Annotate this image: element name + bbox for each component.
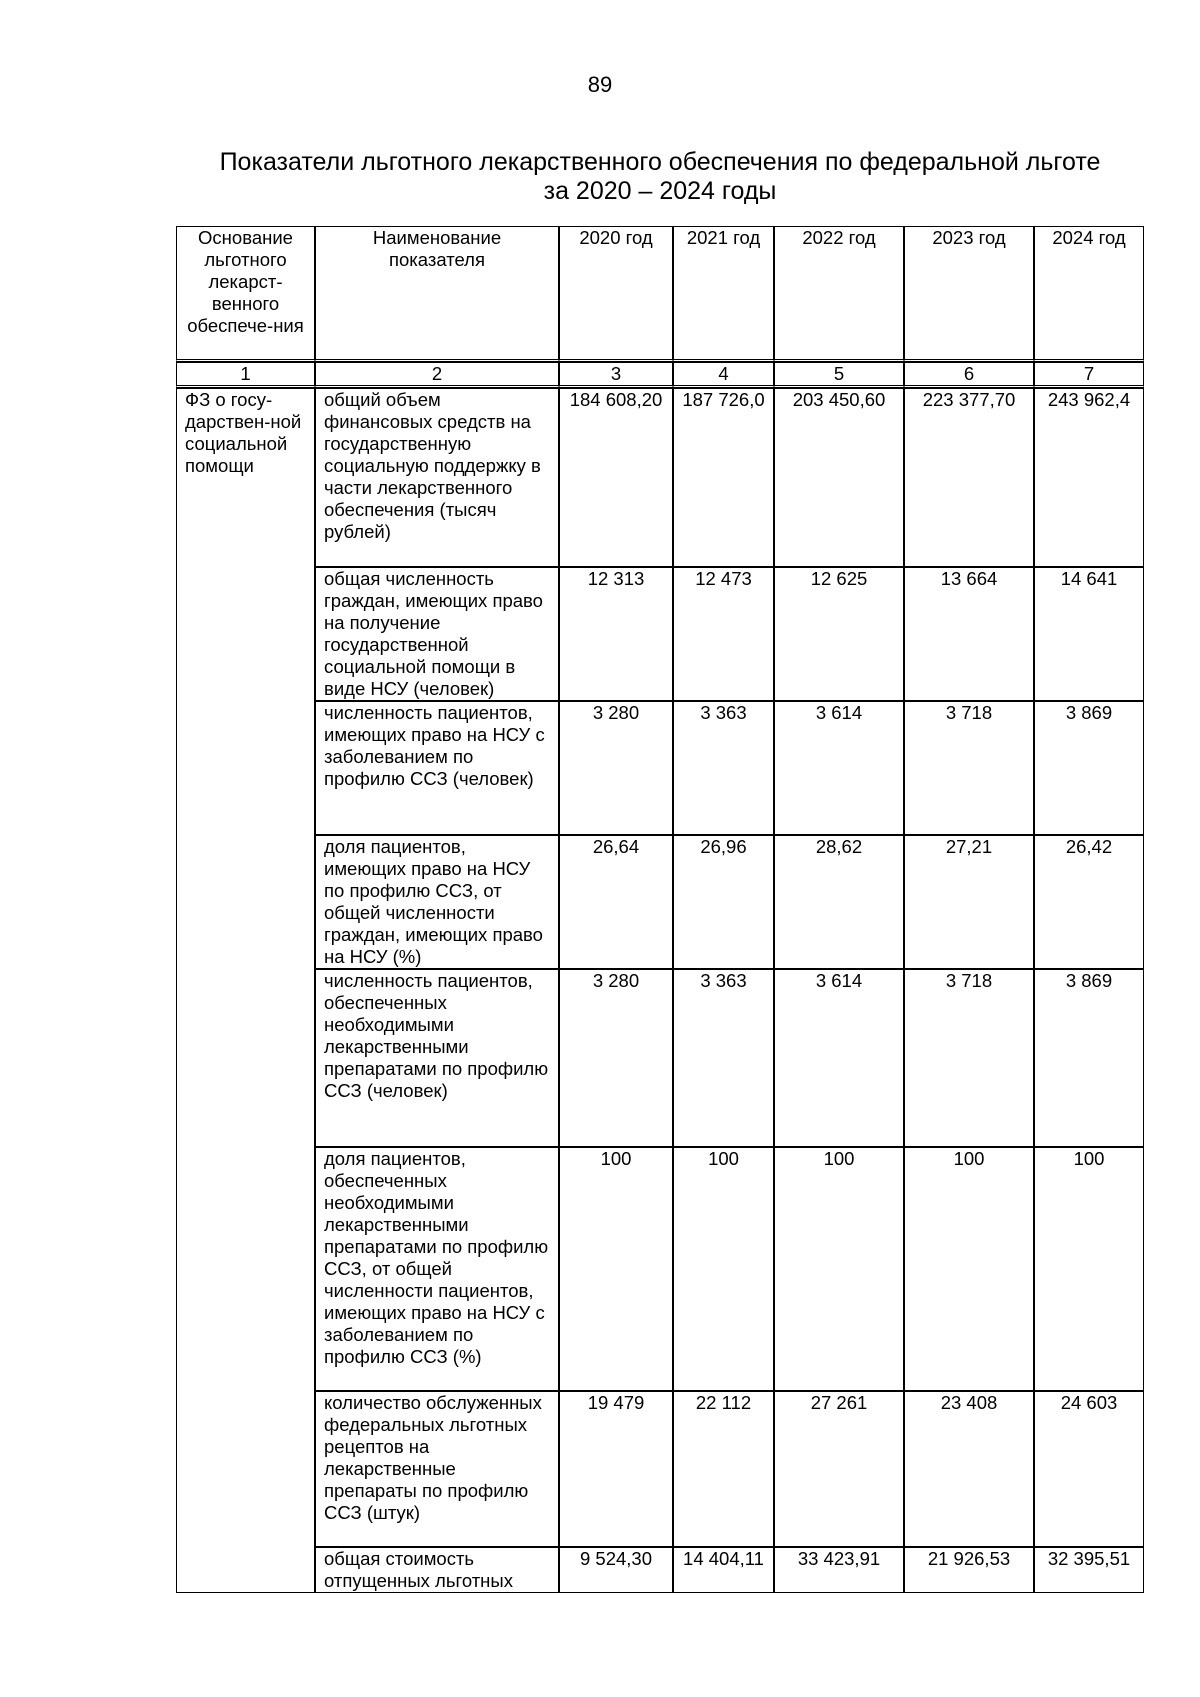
- indicator-cell: численность пациентов, обеспеченных необходимыми лекарственными препаратами по профилю ССЗ (человек): [315, 969, 559, 1147]
- value-cell: 13 664: [904, 567, 1034, 701]
- column-number-row: [176, 362, 1144, 388]
- header-basis: Основание льготного лекарст-венного обеспече-ния: [176, 226, 315, 362]
- table-row: [176, 969, 1144, 1147]
- value-cell: 22 112: [673, 1391, 774, 1547]
- value-cell: 3 869: [1034, 701, 1144, 835]
- header-row: [176, 226, 1144, 362]
- value-cell: 100: [774, 1147, 904, 1391]
- indicator-cell: доля пациентов, имеющих право на НСУ по профилю ССЗ, от общей численности граждан, имеющих право на НСУ (%): [315, 835, 559, 969]
- value-cell: 26,42: [1034, 835, 1144, 969]
- title-line-1: Показатели льготного лекарственного обеспечения по федеральной льготе: [219, 148, 1101, 176]
- value-cell: 12 625: [774, 567, 904, 701]
- value-cell: 32 395,51: [1034, 1547, 1144, 1593]
- indicator-cell: количество обслуженных федеральных льготных рецептов на лекарственные препараты по профилю ССЗ (штук): [315, 1391, 559, 1547]
- value-cell: 14 404,11: [673, 1547, 774, 1593]
- indicator-cell: доля пациентов, обеспеченных необходимыми лекарственными препаратами по профилю ССЗ, от общей численности пациентов, имеющих право на НСУ с заболеванием по профилю ССЗ (%): [315, 1147, 559, 1391]
- value-cell: 3 363: [673, 701, 774, 835]
- value-cell: 203 450,60: [774, 388, 904, 567]
- indicator-cell: общий объем финансовых средств на государственную социальную поддержку в части лекарственного обеспечения (тысяч рублей): [315, 388, 559, 567]
- value-cell: 26,64: [559, 835, 673, 969]
- value-cell: 187 726,0: [673, 388, 774, 567]
- table-row: [176, 835, 1144, 969]
- header-2021: 2021 год: [673, 226, 774, 362]
- page-number: 89: [587, 72, 613, 97]
- value-cell: 100: [673, 1147, 774, 1391]
- value-cell: 3 363: [673, 969, 774, 1147]
- document-title: [180, 148, 1140, 206]
- column-number: 6: [904, 362, 1034, 388]
- column-number: 2: [315, 362, 559, 388]
- column-number: 7: [1034, 362, 1144, 388]
- value-cell: 12 313: [559, 567, 673, 701]
- value-cell: 3 718: [904, 969, 1034, 1147]
- header-2020: 2020 год: [559, 226, 673, 362]
- table-row: [176, 388, 1144, 567]
- value-cell: 19 479: [559, 1391, 673, 1547]
- indicator-cell: численность пациентов, имеющих право на НСУ с заболеванием по профилю ССЗ (человек): [315, 701, 559, 835]
- column-number: 5: [774, 362, 904, 388]
- indicators-table: [176, 226, 1144, 1593]
- header-indicator: Наименование показателя: [315, 226, 559, 362]
- basis-cell: ФЗ о госу-дарствен-ной социальной помощи: [176, 388, 315, 1593]
- value-cell: 27 261: [774, 1391, 904, 1547]
- title-line-2: за 2020 – 2024 годы: [543, 177, 777, 205]
- value-cell: 26,96: [673, 835, 774, 969]
- header-2024: 2024 год: [1034, 226, 1144, 362]
- value-cell: 184 608,20: [559, 388, 673, 567]
- column-number: 1: [176, 362, 315, 388]
- value-cell: 223 377,70: [904, 388, 1034, 567]
- table-row: [176, 567, 1144, 701]
- value-cell: 23 408: [904, 1391, 1034, 1547]
- value-cell: 33 423,91: [774, 1547, 904, 1593]
- value-cell: 100: [1034, 1147, 1144, 1391]
- table-row: [176, 1547, 1144, 1593]
- value-cell: 24 603: [1034, 1391, 1144, 1547]
- column-number: 4: [673, 362, 774, 388]
- value-cell: 3 280: [559, 969, 673, 1147]
- value-cell: 12 473: [673, 567, 774, 701]
- value-cell: 3 614: [774, 969, 904, 1147]
- indicator-cell: общая стоимость отпущенных льготных: [315, 1547, 559, 1593]
- value-cell: 3 614: [774, 701, 904, 835]
- table-row: [176, 701, 1144, 835]
- column-number: 3: [559, 362, 673, 388]
- value-cell: 9 524,30: [559, 1547, 673, 1593]
- value-cell: 27,21: [904, 835, 1034, 969]
- value-cell: 3 280: [559, 701, 673, 835]
- value-cell: 243 962,4: [1034, 388, 1144, 567]
- header-2022: 2022 год: [774, 226, 904, 362]
- value-cell: 100: [904, 1147, 1034, 1391]
- value-cell: 14 641: [1034, 567, 1144, 701]
- value-cell: 3 718: [904, 701, 1034, 835]
- value-cell: 100: [559, 1147, 673, 1391]
- table-row: [176, 1147, 1144, 1391]
- header-2023: 2023 год: [904, 226, 1034, 362]
- value-cell: 28,62: [774, 835, 904, 969]
- indicator-cell: общая численность граждан, имеющих право на получение государственной социальной помощи в виде НСУ (человек): [315, 567, 559, 701]
- table-row: [176, 1391, 1144, 1547]
- value-cell: 3 869: [1034, 969, 1144, 1147]
- value-cell: 21 926,53: [904, 1547, 1034, 1593]
